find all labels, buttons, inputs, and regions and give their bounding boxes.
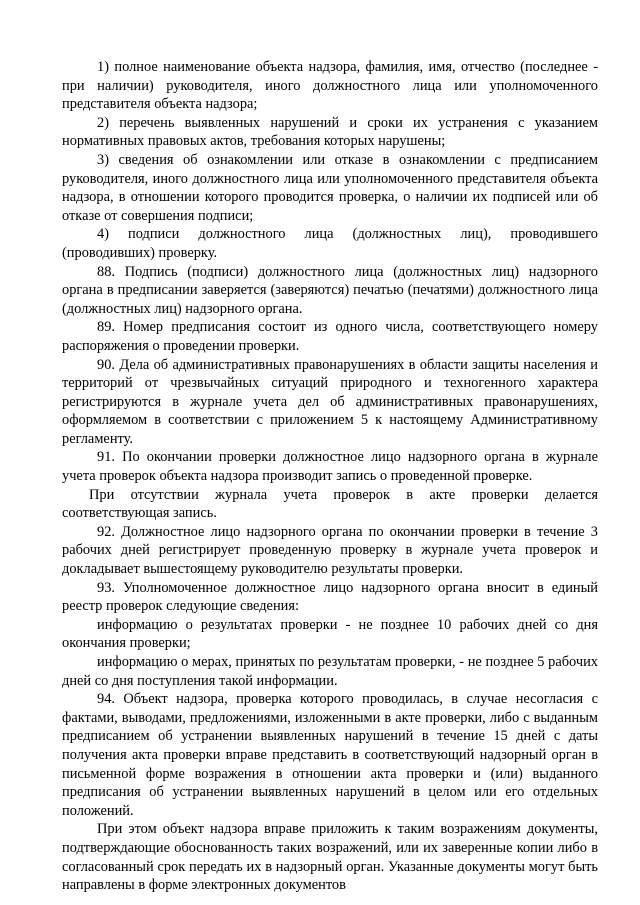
paragraph-93-item-1: информацию о результатах проверки - не позднее 10 рабочих дней со дня окончания проверки; — [62, 616, 598, 652]
paragraph-item-1: 1) полное наименование объекта надзора, фамилия, имя, отчество (последнее - при наличии) руководителя, иного должностного лица или уполномоченного представителя объекта надзора; — [62, 59, 598, 113]
paragraph-item-4: 4) подписи должностного лица (должностных лиц), проводившего (проводивших) проверку. — [62, 226, 598, 261]
paragraph-94: 94. Объект надзора, проверка которого проводилась, в случае несогласия с фактами, выводами, предложениями, изложенными в акте проверки, либо с выданным предписанием об устранении выявленных нарушений в течение 15 дней с даты получения акта проверки вправе представить в соответствующий надзорный орган в письменной форме возражения в отношении акта проверки и (или) выданного предписания об устранении выявленных нарушений в целом или его отдельных положений. — [62, 691, 598, 819]
paragraph-91-note: При отсутствии журнала учета проверок в акте проверки делается соответствующая запись. — [62, 486, 598, 522]
paragraph-90: 90. Дела об административных правонарушениях в области защиты населения и территорий от чрезвычайных ситуаций природного и техногенного характера регистрируются в журнале учета дел об административных правонарушениях, оформляемом в соответствии с приложением 5 к настоящему Административному регламенту. — [62, 356, 598, 447]
paragraph-91: 91. По окончании проверки должностное лицо надзорного органа в журнале учета проверок объекта надзора производит запись о проведенной проверке. — [62, 449, 598, 485]
paragraph-93: 93. Уполномоченное должностное лицо надзорного органа вносит в единый реестр проверок следующие сведения: — [62, 579, 598, 615]
paragraph-88: 88. Подпись (подписи) должностного лица (должностных лиц) надзорного органа в предписании заверяется (заверяются) печатью (печатями) должностного лица (должностных лиц) надзорного органа. — [62, 263, 598, 317]
document-page — [62, 58, 598, 895]
paragraph-89: 89. Номер предписания состоит из одного числа, соответствующего номеру распоряжения о проведении проверки. — [62, 319, 598, 354]
paragraph-93-item-2: информацию о мерах, принятых по результатам проверки, - не позднее 5 рабочих дней со дня поступления такой информации. — [62, 654, 598, 689]
paragraph-94-note: При этом объект надзора вправе приложить к таким возражениям документы, подтверждающие обоснованность таких возражений, или их заверенные копии либо в согласованный срок передать их в надзорный орган. Указанные документы могут быть направлены в форме электронных документов — [62, 821, 598, 894]
paragraph-item-3: 3) сведения об ознакомлении или отказе в ознакомлении с предписанием руководителя, иного должностного лица или уполномоченного представителя объекта надзора, в отношении которого проводится проверка, о наличии их подписей или об отказе от совершения подписи; — [62, 151, 598, 224]
paragraph-92: 92. Должностное лицо надзорного органа по окончании проверки в течение 3 рабочих дней регистрирует проведенную проверку в журнале учета проверок и докладывает вышестоящему руководителю результаты проверки. — [62, 523, 598, 578]
paragraph-item-2: 2) перечень выявленных нарушений и сроки их устранения с указанием нормативных правовых актов, требования которых нарушены; — [62, 114, 598, 150]
